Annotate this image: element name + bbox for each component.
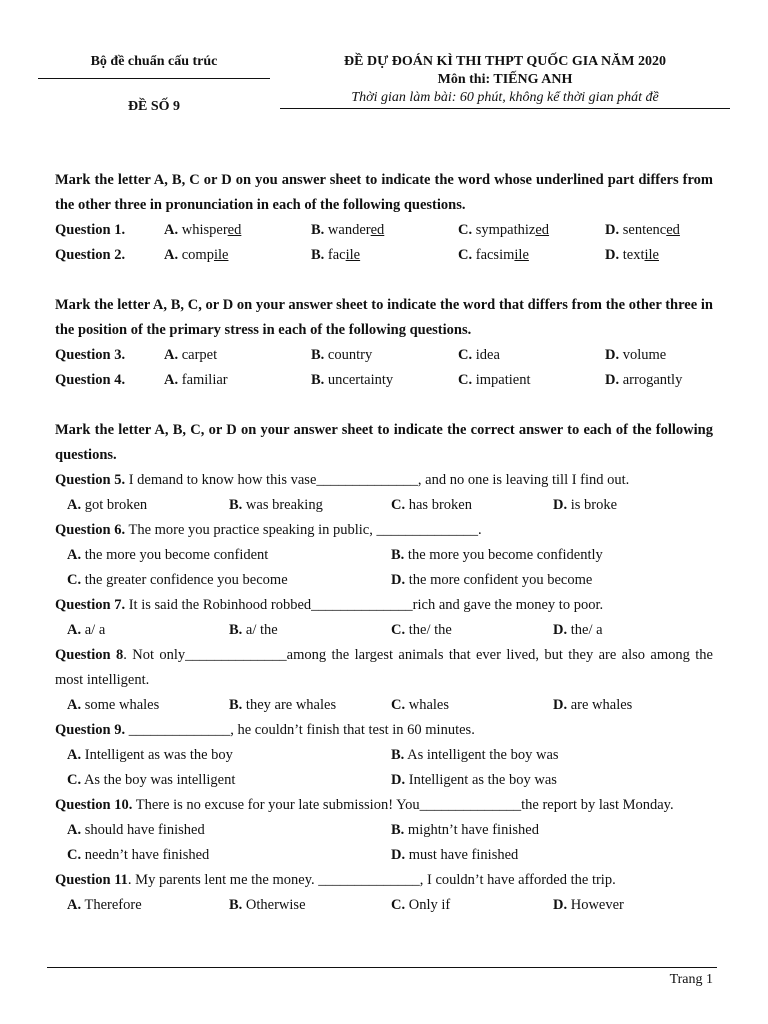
exam-code: ĐỀ SỐ 9 [127,99,181,114]
options-row [55,893,713,918]
option-b: B. Otherwise [229,897,306,913]
options-row [55,493,713,518]
option-c: C. As the boy was intelligent [67,772,236,788]
option-a: A. Therefore [67,897,142,913]
option-d: D. must have finished [391,847,519,863]
option-c: C. impatient [458,372,531,388]
section-gap [55,268,713,293]
option-d: D. volume [605,347,667,363]
option-b: B. As intelligent the boy was [391,747,559,763]
question-stem: Question 9. ______________, he couldn’t finish that test in 60 minutes. [55,722,475,738]
exam-subject: Môn thi: TIẾNG ANH [437,72,573,87]
option-a: A. got broken [67,497,148,513]
option-d: D. the more confident you become [391,572,593,588]
option-a: A. Intelligent as was the boy [67,747,233,763]
option-c: C. whales [391,697,449,713]
page-number: Trang 1 [669,972,713,987]
header-left [38,54,270,115]
header-right-rule [280,108,730,109]
question-row [55,218,713,243]
option-d: D. sentenced [605,222,680,238]
option-a: A. should have finished [67,822,205,838]
question-row [55,368,713,393]
option-b: B. country [311,347,373,363]
option-d: D. is broke [553,497,618,513]
exam-time: Thời gian làm bài: 60 phút, không kể thời gian phát đề [351,90,659,105]
option-c: C. facsimile [458,247,529,263]
options-row [55,743,713,768]
question-stem: Question 7. It is said the Robinhood robbed______________rich and gave the money to poor. [55,597,604,613]
options-row [55,818,713,843]
option-d: D. However [553,897,624,913]
option-c: C. Only if [391,897,451,913]
options-row [55,618,713,643]
question-stem: Question 10. There is no excuse for your late submission! You______________the report by last Monday. [55,797,674,813]
option-a: A. whispered [164,222,242,238]
option-b: B. was breaking [229,497,323,513]
option-b: B. mightn’t have finished [391,822,539,838]
header-left-rule [38,78,270,79]
option-b: B. facile [311,247,361,263]
question-label: Question 2. [55,247,126,263]
option-c: C. the greater confidence you become [67,572,288,588]
option-c: C. sympathized [458,222,550,238]
option-c: C. idea [458,347,500,363]
question-label: Question 4. [55,372,126,388]
section3-instruction: Mark the letter A, B, C, or D on your answer sheet to indicate the correct answer to each of the following questions. [55,422,713,463]
option-a: A. the more you become confident [67,547,269,563]
question-row [55,343,713,368]
option-a: A. compile [164,247,229,263]
options-row [55,768,713,793]
question-stem: Question 11. My parents lent me the money. ______________, I couldn’t have afforded the trip. [55,872,616,888]
section2-instruction: Mark the letter A, B, C, or D on your answer sheet to indicate the word that differs from the other three in the position of the primary stress in each of the following questions. [55,297,713,338]
option-d: D. are whales [553,697,633,713]
option-d: D. arrogantly [605,372,683,388]
question-label: Question 3. [55,347,126,363]
option-a: A. some whales [67,697,160,713]
section-gap [55,393,713,418]
exam-title: ĐỀ DỰ ĐOÁN KÌ THI THPT QUỐC GIA NĂM 2020 [344,54,666,69]
option-c: C. needn’t have finished [67,847,210,863]
question-stem: Question 6. The more you practice speaking in public, ______________. [55,522,482,538]
option-a: A. carpet [164,347,218,363]
option-a: A. a/ a [67,622,106,638]
question-stem: Question 8. Not only______________among the largest animals that ever lived, but they are also among the most intelligent. [55,647,713,688]
options-row [55,568,713,593]
question-label: Question 1. [55,222,126,238]
question-row [55,243,713,268]
options-row [55,543,713,568]
options-row [55,693,713,718]
option-b: B. the more you become confidently [391,547,603,563]
option-d: D. Intelligent as the boy was [391,772,557,788]
option-a: A. familiar [164,372,228,388]
exam-body [55,168,713,918]
option-c: C. has broken [391,497,472,513]
option-d: D. textile [605,247,659,263]
options-row [55,843,713,868]
option-b: B. they are whales [229,697,337,713]
question-stem: Question 5. I demand to know how this vase______________, and no one is leaving till I find out. [55,472,630,488]
collection-title: Bộ đề chuẩn cấu trúc [90,54,218,69]
header-right [280,54,730,109]
option-b: B. uncertainty [311,372,394,388]
section1-instruction: Mark the letter A, B, C or D on you answer sheet to indicate the word whose underlined part differs from the other three in pronunciation in each of the following questions. [55,172,713,213]
option-b: B. a/ the [229,622,278,638]
option-c: C. the/ the [391,622,452,638]
footer-rule [47,967,717,968]
option-b: B. wandered [311,222,385,238]
option-d: D. the/ a [553,622,603,638]
